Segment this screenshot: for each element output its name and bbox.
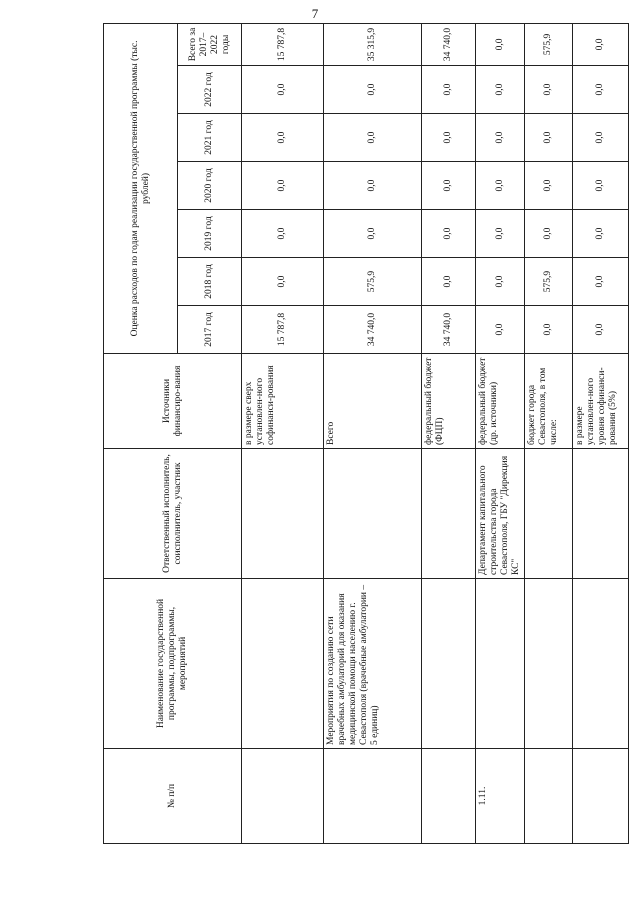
row-year-value: 0,0 <box>422 66 476 114</box>
header-year-2018: 2018 год <box>178 258 242 306</box>
row-responsible <box>422 449 476 579</box>
row-total-value: 34 740,0 <box>422 23 476 65</box>
row-year-value: 0,0 <box>573 258 629 306</box>
row-responsible: Департамент капитального строительства города Севастополя, ГБУ "Дирекция КС" <box>476 449 525 579</box>
header-responsible: Ответственный исполнитель, соисполнитель, участник <box>104 449 242 579</box>
row-year-value: 0,0 <box>242 114 324 162</box>
row-num: 1.11. <box>476 749 525 844</box>
row-year-value: 0,0 <box>422 210 476 258</box>
row-year-value: 0,0 <box>525 306 573 354</box>
table-row <box>573 23 629 843</box>
header-year-2020: 2020 год <box>178 162 242 210</box>
row-year-value: 0,0 <box>242 162 324 210</box>
row-name <box>573 579 629 749</box>
row-year-value: 15 787,8 <box>242 306 324 354</box>
row-year-value: 0,0 <box>422 162 476 210</box>
row-year-value: 0,0 <box>324 66 422 114</box>
row-year-value: 0,0 <box>573 114 629 162</box>
row-year-value: 575,9 <box>324 258 422 306</box>
row-responsible <box>573 449 629 579</box>
row-year-value: 0,0 <box>324 162 422 210</box>
row-year-value: 0,0 <box>242 210 324 258</box>
row-name: Мероприятия по созданию сети врачебных амбулаторий для оказания медицинской помощи населению г. Севастополя (врачебные амбулатории – 5 единиц) <box>324 579 422 749</box>
row-year-value: 0,0 <box>573 306 629 354</box>
row-year-value: 0,0 <box>476 210 525 258</box>
row-year-value: 0,0 <box>324 114 422 162</box>
row-num <box>422 749 476 844</box>
row-year-value: 0,0 <box>422 114 476 162</box>
table-row <box>476 23 525 843</box>
header-name: Наименование государственной программы, подпрограммы, мероприятий <box>104 579 242 749</box>
row-name <box>476 579 525 749</box>
row-source: Всего <box>324 354 422 449</box>
row-year-value: 0,0 <box>573 66 629 114</box>
header-year-2021: 2021 год <box>178 114 242 162</box>
header-total: Всего за 2017–2022 годы <box>178 23 242 65</box>
row-year-value: 0,0 <box>324 210 422 258</box>
row-year-value: 0,0 <box>573 162 629 210</box>
row-year-value: 0,0 <box>573 210 629 258</box>
header-source: Источники финансиро-вания <box>104 354 242 449</box>
row-num <box>573 749 629 844</box>
row-total-value: 35 315,9 <box>324 23 422 65</box>
row-year-value: 0,0 <box>525 66 573 114</box>
header-year-2022: 2022 год <box>178 66 242 114</box>
row-name <box>422 579 476 749</box>
header-year-2019: 2019 год <box>178 210 242 258</box>
header-estimate: Оценка расходов по годам реализации государственной программы (тыс. рублей) <box>104 23 178 353</box>
row-source: бюджет города Севастополя, в том числе: <box>525 354 573 449</box>
row-name <box>242 579 324 749</box>
header-num: № п/п <box>104 749 242 844</box>
row-year-value: 0,0 <box>476 162 525 210</box>
row-responsible <box>525 449 573 579</box>
row-responsible <box>242 449 324 579</box>
table-row <box>242 23 324 843</box>
row-responsible <box>324 449 422 579</box>
row-year-value: 0,0 <box>422 258 476 306</box>
rotated-table-sheet <box>103 24 623 844</box>
row-total-value: 15 787,8 <box>242 23 324 65</box>
row-source: в размере сверх установлен-ного софинанси-рования <box>242 354 324 449</box>
row-year-value: 0,0 <box>242 258 324 306</box>
row-num <box>242 749 324 844</box>
row-year-value: 34 740,0 <box>324 306 422 354</box>
row-year-value: 0,0 <box>476 306 525 354</box>
page-number: 7 <box>311 6 319 21</box>
table-row <box>422 23 476 843</box>
row-name <box>525 579 573 749</box>
row-year-value: 0,0 <box>476 258 525 306</box>
table-body <box>242 23 629 843</box>
row-total-value: 0,0 <box>573 23 629 65</box>
row-source: в размере установлен-ного уровня софинанси-рования (5%) <box>573 354 629 449</box>
row-year-value: 0,0 <box>242 66 324 114</box>
row-num <box>525 749 573 844</box>
row-num <box>324 749 422 844</box>
row-source: федеральный бюджет (ФЦП) <box>422 354 476 449</box>
header-year-2017: 2017 год <box>178 306 242 354</box>
row-year-value: 0,0 <box>525 114 573 162</box>
row-year-value: 0,0 <box>476 66 525 114</box>
table-row <box>324 23 422 843</box>
budget-table <box>103 23 629 844</box>
row-year-value: 0,0 <box>525 162 573 210</box>
row-year-value: 575,9 <box>525 258 573 306</box>
row-year-value: 34 740,0 <box>422 306 476 354</box>
row-year-value: 0,0 <box>476 114 525 162</box>
row-year-value: 0,0 <box>525 210 573 258</box>
table-row <box>525 23 573 843</box>
row-total-value: 0,0 <box>476 23 525 65</box>
row-source: федеральный бюджет (др. источники) <box>476 354 525 449</box>
row-total-value: 575,9 <box>525 23 573 65</box>
